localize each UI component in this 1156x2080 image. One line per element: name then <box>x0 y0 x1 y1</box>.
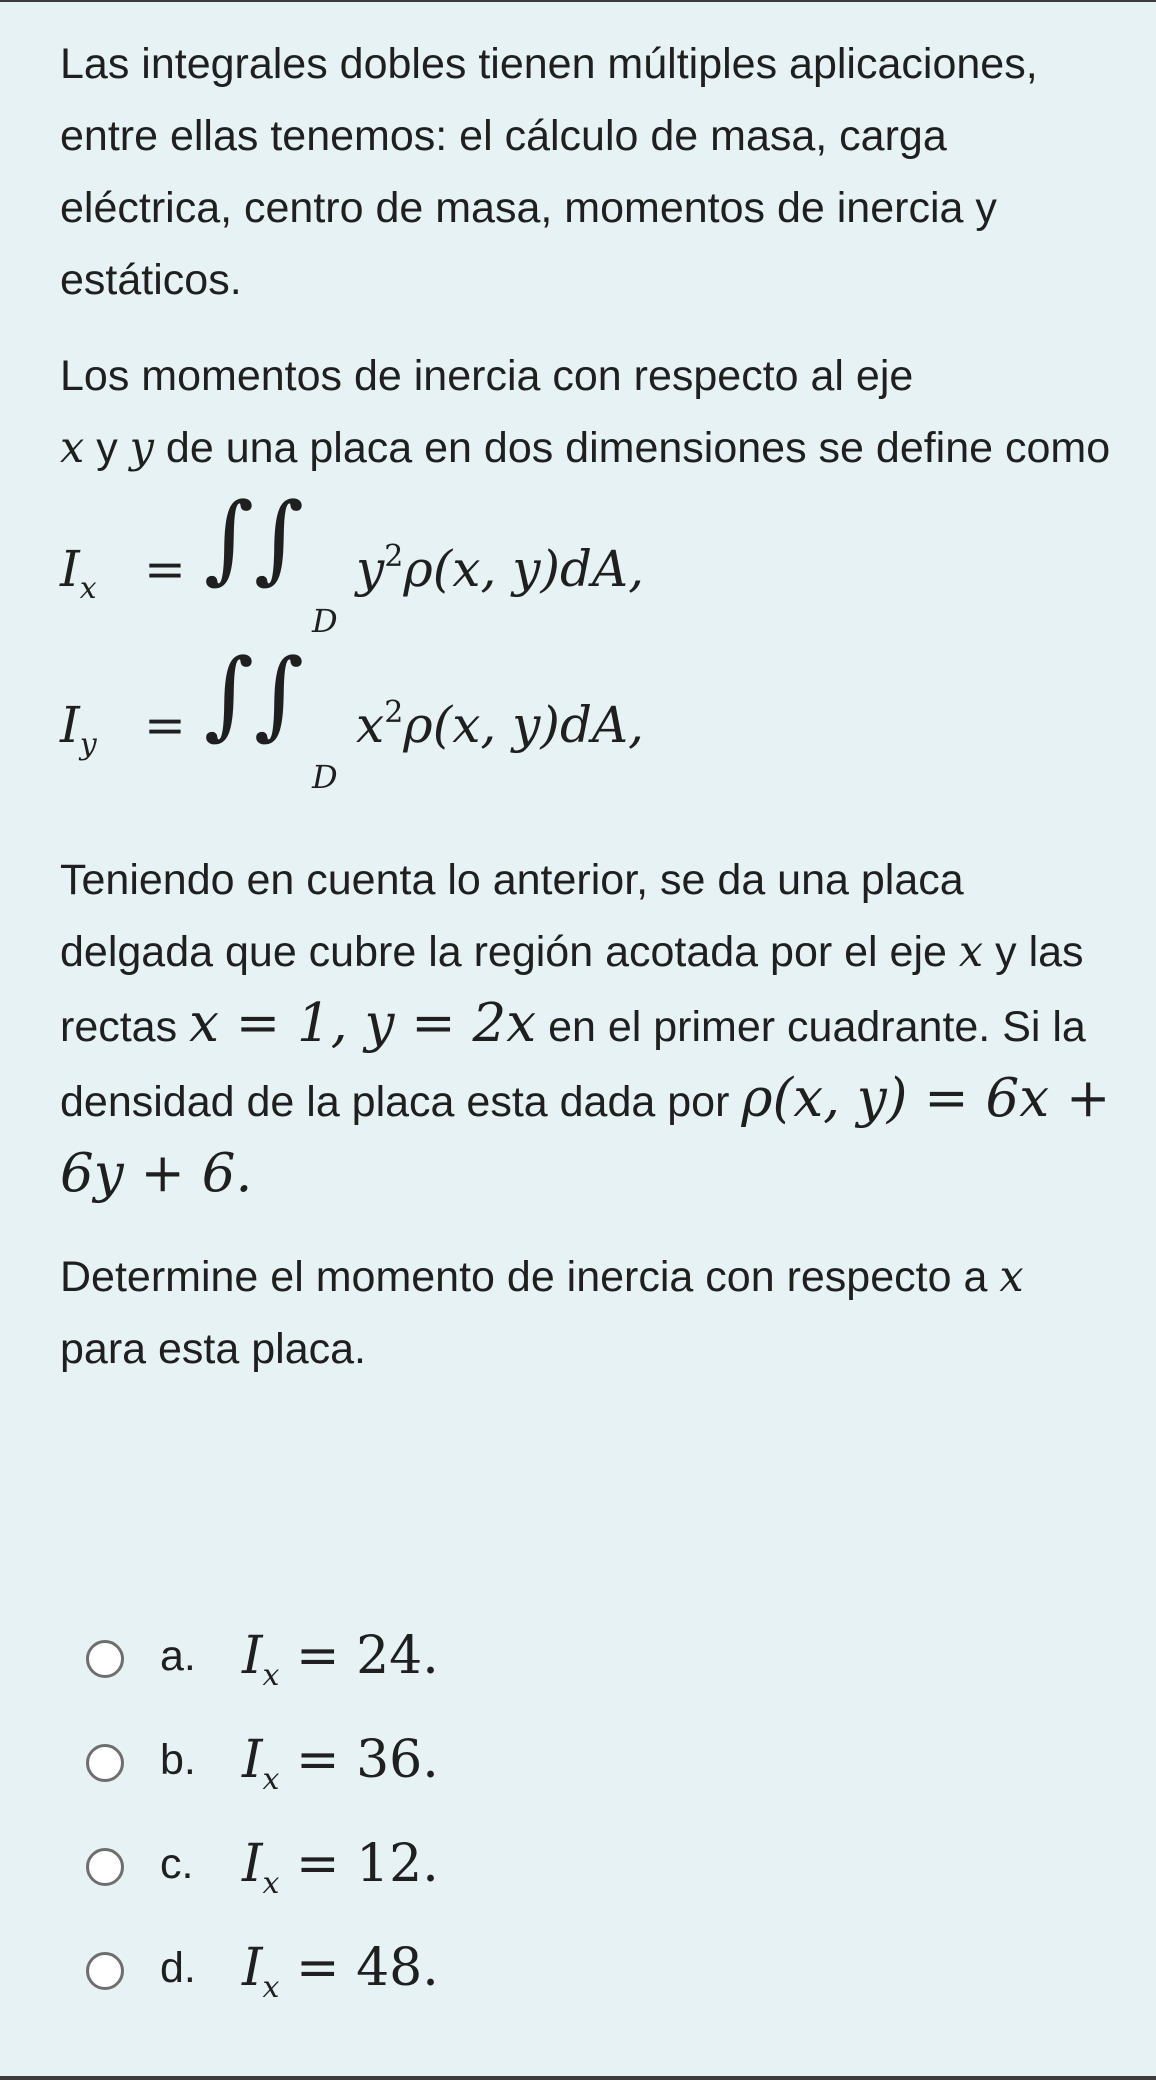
formula-iy-integrand <box>356 696 644 754</box>
option-d[interactable] <box>86 1932 986 2036</box>
option-lhs: I <box>242 1730 263 1790</box>
problem-lines: x = 1, y = 2x <box>189 993 537 1054</box>
top-divider <box>0 0 1156 2</box>
prompt-paragraph <box>60 1241 1120 1385</box>
formula-ix-rest: ρ(x, y)dA, <box>403 540 644 598</box>
intro-paragraph: Las integrales dobles tienen múltiples aplicaciones, entre ellas tenemos: el cálculo de masa, carga eléctrica, centro de masa, momentos de inercia y estáticos. <box>60 40 1038 304</box>
var-x: x <box>60 423 85 473</box>
density-expression: ρ(x, y) = 6x + 6y + 6. <box>60 1068 1111 1204</box>
option-letter: a. <box>160 1632 196 1680</box>
option-sub: x <box>262 1970 280 2005</box>
var-y: y <box>129 423 154 473</box>
formula-ix-lhs-symbol: I <box>60 540 80 598</box>
option-sub: x <box>262 1658 280 1693</box>
option-sub: x <box>262 1866 280 1901</box>
formula-iy <box>60 638 1120 842</box>
formula-iy-lhs-symbol: I <box>60 696 80 754</box>
option-rhs: = 48. <box>279 1938 439 1998</box>
option-c[interactable] <box>86 1828 986 1932</box>
option-value <box>242 1620 439 1700</box>
formula-iy-lhs <box>60 696 97 762</box>
option-lhs: I <box>242 1938 263 1998</box>
prompt-part1: Determine el momento de inercia con respecto a <box>60 1253 988 1301</box>
formula-iy-equals: = <box>144 696 186 754</box>
radio-button[interactable] <box>86 1640 124 1678</box>
formula-ix-integral: ∫∫ <box>204 482 305 594</box>
formula-ix-lhs <box>60 540 97 606</box>
option-letter: b. <box>160 1736 196 1784</box>
option-lhs: I <box>242 1834 263 1894</box>
radio-button[interactable] <box>86 1952 124 1990</box>
moments-tail: de una placa en dos dimensiones se define como <box>153 424 1111 472</box>
formula-iy-domain: D <box>312 758 338 796</box>
option-lhs: I <box>242 1626 263 1686</box>
option-value <box>242 1724 439 1804</box>
problem-axis-var: x <box>958 927 984 977</box>
option-value <box>242 1828 439 1908</box>
prompt-var: x <box>999 1252 1024 1302</box>
option-sub: x <box>262 1762 280 1797</box>
problem-paragraph <box>60 844 1120 1213</box>
problem-part3: en el primer cuadrante. Si la densidad de la placa esta dada por <box>60 1003 1086 1126</box>
option-letter: c. <box>160 1840 194 1888</box>
option-rhs: = 36. <box>279 1730 439 1790</box>
answer-options <box>86 1620 986 2036</box>
formula-ix-exp: 2 <box>384 539 404 574</box>
problem-part2: y las rectas <box>60 928 1084 1051</box>
formula-iy-exp: 2 <box>384 695 404 730</box>
formula-ix-equals: = <box>144 540 186 598</box>
moments-and: y <box>84 424 130 472</box>
option-a[interactable] <box>86 1620 986 1724</box>
formula-ix-domain: D <box>312 602 338 640</box>
formula-iy-lhs-sub: y <box>79 727 97 762</box>
radio-button[interactable] <box>86 1848 124 1886</box>
option-value <box>242 1932 439 2012</box>
question-text <box>60 28 1120 1385</box>
formula-ix-base: y <box>356 540 385 598</box>
radio-button[interactable] <box>86 1744 124 1782</box>
formula-iy-base: x <box>356 696 385 754</box>
option-letter: d. <box>160 1944 196 1992</box>
bottom-divider <box>0 2076 1156 2080</box>
problem-part1: Teniendo en cuenta lo anterior, se da una placa delgada que cubre la región acotada por el eje <box>60 856 964 976</box>
option-rhs: = 12. <box>279 1834 439 1894</box>
formula-iy-integral: ∫∫ <box>204 638 305 750</box>
prompt-part2: para esta placa. <box>60 1325 366 1373</box>
moments-paragraph <box>60 340 1120 484</box>
formula-ix-integrand <box>356 540 644 598</box>
formula-iy-rest: ρ(x, y)dA, <box>403 696 644 754</box>
moments-lead: Los momentos de inercia con respecto al eje <box>60 352 914 400</box>
formula-ix-lhs-sub: x <box>79 571 97 606</box>
option-rhs: = 24. <box>279 1626 439 1686</box>
option-b[interactable] <box>86 1724 986 1828</box>
